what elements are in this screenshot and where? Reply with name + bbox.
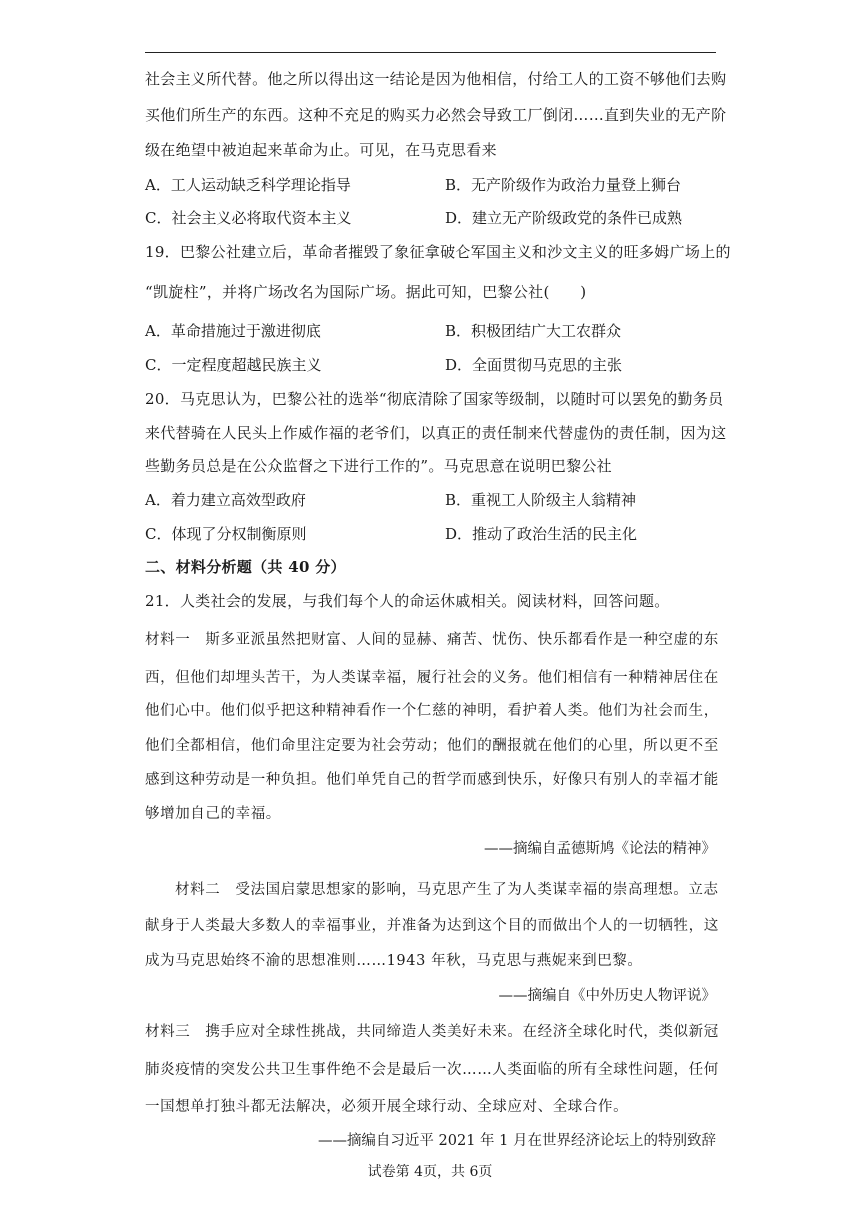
q18-option-a: A．工人运动缺乏科学理论指导 [145, 176, 351, 194]
material-3-line-3: 一国想单打独斗都无法解决，必须开展全球行动、全球应对、全球合作。 [145, 1099, 629, 1115]
material-3-line-2: 肺炎疫情的突发公共卫生事件绝不会是最后一次……人类面临的所有全球性问题，任何 [145, 1062, 719, 1078]
q19-line-2: “凯旋柱”，并将广场改名为国际广场。据此可知，巴黎公社( ) [145, 283, 587, 301]
q20-line-3: 些勤务员总是在公众监督之下进行工作的”。马克思意在说明巴黎公社 [145, 457, 612, 475]
material-1-line-4: 他们全都相信，他们命里注定要为社会劳动；他们的酬报就在他们的心里，所以更不至 [145, 738, 719, 754]
material-3-source: ——摘编自习近平 2021 年 1 月在世界经济论坛上的特别致辞 [317, 1133, 716, 1149]
material-3-line-1: 材料三 携手应对全球性挑战，共同缔造人类美好未来。在经济全球化时代，类似新冠 [145, 1024, 719, 1040]
q19-option-a: A．革命措施过于激进彻底 [145, 322, 321, 340]
material-1-source: ——摘编自孟德斯鸠《论法的精神》 [484, 841, 716, 857]
q20-line-2: 来代替骑在人民头上作威作福的老爷们，以真正的责任制来代替虚伪的责任制，因为这 [145, 424, 727, 442]
material-2-source: ——摘编自《中外历史人物评说》 [498, 988, 716, 1004]
q18-line-1: 社会主义所代替。他之所以得出这一结论是因为他相信，付给工人的工资不够他们去购 [145, 70, 727, 88]
q18-line-3: 级在绝望中被迫起来革命为止。可见，在马克思看来 [145, 141, 497, 159]
q19-option-c: C．一定程度超越民族主义 [145, 356, 322, 374]
material-1-line-2: 西，但他们却埋头苦干，为人类谋幸福，履行社会的义务。他们相信有一种精神居住在 [145, 670, 719, 686]
q20-option-b: B．重视工人阶级主人翁精神 [445, 491, 637, 509]
q18-option-b: B．无产阶级作为政治力量登上狮台 [445, 176, 682, 194]
page-footer: 试卷第 4页，共 6页 [367, 1164, 493, 1180]
q19-option-b: B．积极团结广大工农群众 [445, 322, 622, 340]
material-2-line-2: 献身于人类最大多数人的幸福事业，并准备为达到这个目的而做出个人的一切牺牲，这 [145, 918, 719, 934]
material-2-line-3: 成为马克思始终不渝的思想准则……1943 年秋，马克思与燕妮来到巴黎。 [145, 953, 643, 969]
material-1-line-3: 他们心中。他们似乎把这种精神看作一个仁慈的神明，看护着人类。他们为社会而生， [145, 703, 719, 719]
q20-option-a: A．着力建立高效型政府 [145, 491, 306, 509]
q18-option-c: C．社会主义必将取代资本主义 [145, 209, 352, 227]
q21-stem: 21．人类社会的发展，与我们每个人的命运休戚相关。阅读材料，回答问题。 [145, 592, 670, 610]
q20-option-c: C．体现了分权制衡原则 [145, 525, 307, 543]
material-1-line-5: 感到这种劳动是一种负担。他们单凭自己的哲学而感到快乐，好像只有别人的幸福才能 [145, 772, 719, 788]
section-heading: 二、材料分析题（共 40 分） [145, 558, 346, 576]
material-1-line-1: 材料一 斯多亚派虽然把财富、人间的显赫、痛苦、忧伤、快乐都看作是一种空虚的东 [145, 632, 719, 648]
material-1-line-6: 够增加自己的幸福。 [145, 806, 281, 822]
q18-line-2: 买他们所生产的东西。这种不充足的购买力必然会导致工厂倒闭……直到失业的无产阶 [145, 106, 727, 124]
q19-option-d: D．全面贯彻马克思的主张 [445, 356, 623, 374]
q20-option-d: D．推动了政治生活的民主化 [445, 525, 638, 543]
header-rule [145, 52, 716, 53]
q18-option-d: D．建立无产阶级政党的条件已成熟 [445, 209, 683, 227]
q19-line-1: 19．巴黎公社建立后，革命者摧毁了象征拿破仑军国主义和沙文主义的旺多姆广场上的 [145, 243, 731, 261]
material-2-line-1: 材料二 受法国启蒙思想家的影响，马克思产生了为人类谋幸福的崇高理想。立志 [175, 882, 719, 898]
q20-line-1: 20．马克思认为，巴黎公社的选举“彻底清除了国家等级制，以随时可以罢免的勤务员 [145, 390, 724, 408]
